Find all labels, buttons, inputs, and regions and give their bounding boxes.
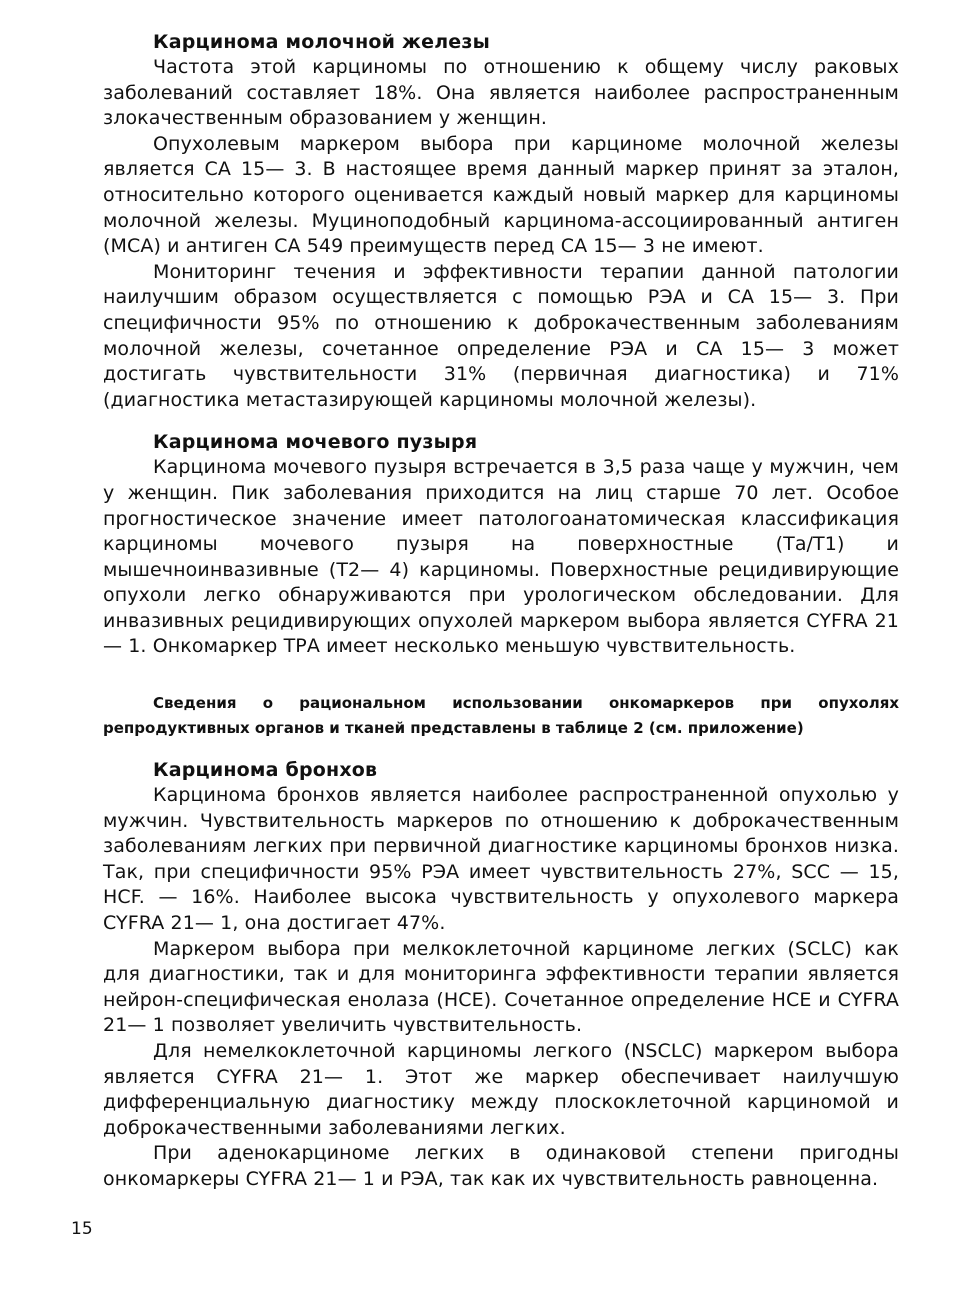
paragraph: Маркером выбора при мелкоклеточной карциноме легких (SCLC) как для диагностики, так и для мониторинга эффективности терапии является нейрон-специфическая енолаза (НСЕ). Сочетанное определение НСЕ и CYFRA 21— 1 позволяет увеличить чувствительность. bbox=[103, 937, 899, 1037]
page-content bbox=[103, 30, 899, 1193]
spacer bbox=[103, 413, 899, 430]
paragraph: Для немелкоклеточной карциномы легкого (NSCLC) маркером выбора является CYFRA 21— 1. Этот же маркер обеспечивает наилучшую дифференциальную диагностику между плоскоклеточной карциномой и доброкачественными заболеваниями легких. bbox=[103, 1040, 899, 1139]
table-reference-note: Сведения о рациональном использовании онкомаркеров при опухолях репродуктивных органов и тканей представлены в таблице 2 (см. приложение) bbox=[103, 694, 899, 738]
paragraph: Частота этой карциномы по отношению к общему числу раковых заболеваний составляет 18%. Она является наиболее распространенным злокачественным образованием у женщин. bbox=[103, 56, 899, 130]
paragraph: Карцинома мочевого пузыря встречается в 3,5 раза чаще у мужчин, чем у женщин. Пик заболевания приходится на лиц старше 70 лет. Особое прогностическое значение имеет патологоанатомическая классификация карциномы мочевого пузыря на поверхностные (Та/Т1) и мышечноинвазивные (Т2— 4) карциномы. Поверхностные рецидивирующие опухоли легко обнаруживаются при урологическом обследовании. Для инвазивных рецидивирующих опухолей маркером выбора является CYFRA 21— 1. Онкомаркер ТРА имеет несколько меньшую чувствительность. bbox=[103, 456, 899, 658]
section-heading-bladder: Карцинома мочевого пузыря bbox=[153, 431, 478, 454]
page-number: 15 bbox=[71, 1219, 93, 1239]
section-heading-breast: Карцинома молочной железы bbox=[153, 31, 491, 53]
paragraph: Карцинома бронхов является наиболее распространенной опухолью у мужчин. Чувствительность маркеров по отношению к доброкачественным заболеваниям легких при первичной диагностике карциномы бронхов низка. Так, при специфичности 95% РЭА имеет чувствительность 27%, SCC — 15, НСF. — 16%. Наиболее высока чувствительность у опухолевого маркера CYFRA 21— 1, она достигает 47%. bbox=[103, 784, 899, 935]
paragraph: При аденокарциноме легких в одинаковой степени пригодны онкомаркеры CYFRA 21— 1 и РЭА, так как их чувствительность равноценна. bbox=[103, 1142, 899, 1190]
paragraph: Опухолевым маркером выбора при карциноме молочной железы является СА 15— 3. В настоящее время данный маркер принят за эталон, относительно которого оценивается каждый новый маркер для карциномы молочной железы. Муциноподобный карцинома-ассоциированный антиген (MCA) и антиген СА 549 преимуществ перед СА 15— 3 не имеют. bbox=[103, 132, 899, 258]
section-heading-bronchi: Карцинома бронхов bbox=[153, 759, 378, 782]
spacer bbox=[103, 660, 899, 691]
spacer bbox=[103, 741, 899, 758]
paragraph: Мониторинг течения и эффективности терапии данной патологии наилучшим образом осуществляется с помощью РЭА и СА 15— 3. При специфичности 95% по отношению к доброкачественным заболеваниям молочной железы, сочетанное определение РЭА и СА 15— 3 может достигать чувствительности 31% (первичная диагностика) и 71% (диагностика метастазирующей карциномы молочной железы). bbox=[103, 260, 899, 411]
